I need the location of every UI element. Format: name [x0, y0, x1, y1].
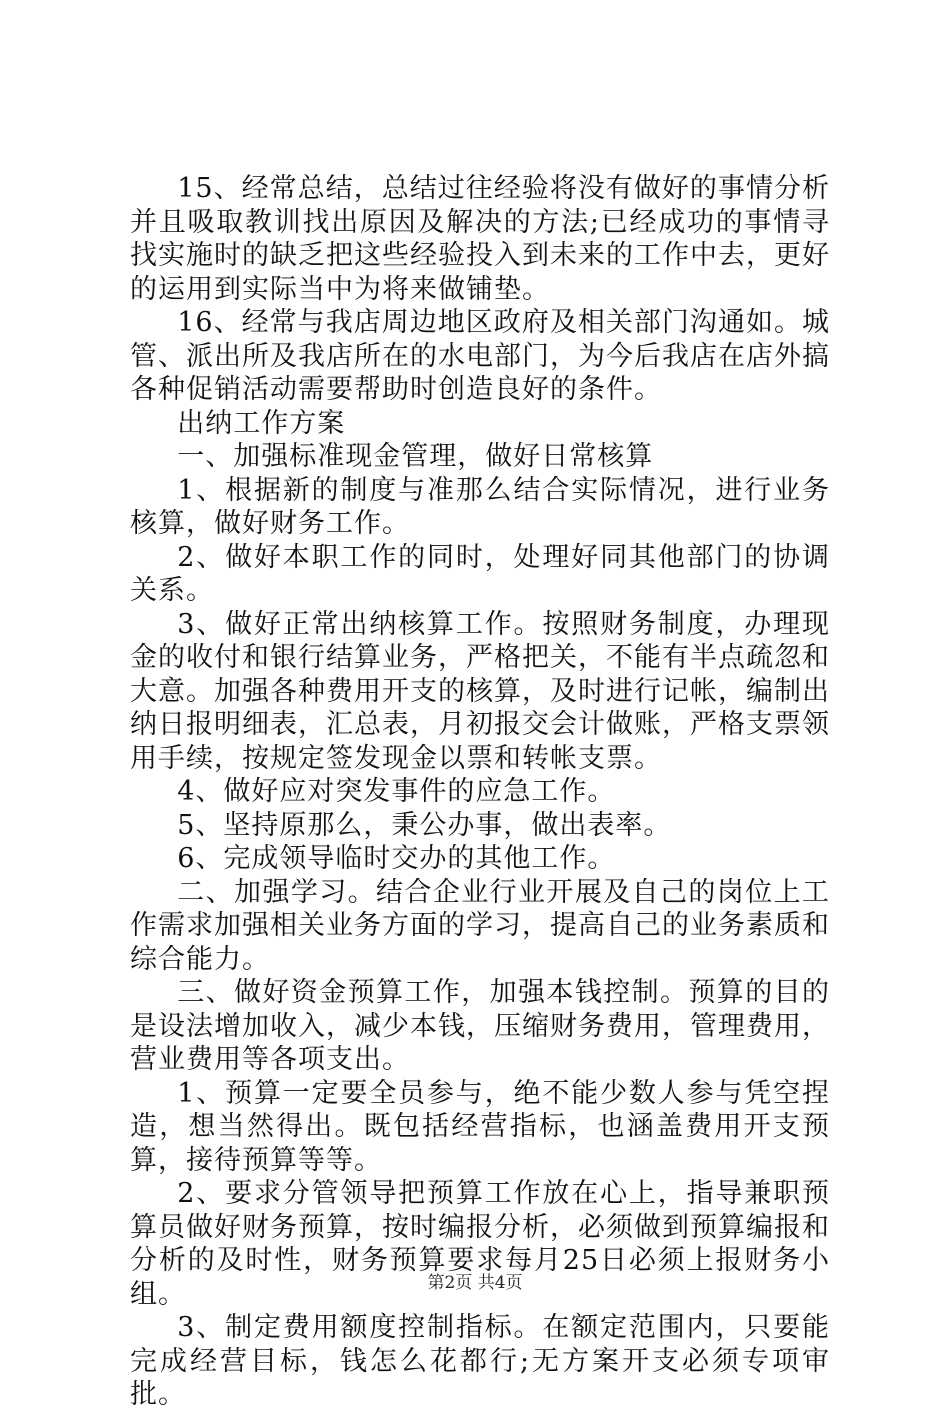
paragraph-cash-item-5: 5、坚持原那么，秉公办事，做出表率。 — [177, 809, 672, 841]
paragraph-budget-item-3: 3、制定费用额度控制指标。在额定范围内，只要能完成经营目标，钱怎么花都行;无方案开支必须专项审批。 — [130, 1312, 830, 1410]
paragraph-budget-item-1: 1、预算一定要全员参与，绝不能少数人参与凭空捏造，想当然得出。既包括经营指标，也涵盖费用开支预算，接待预算等等。 — [130, 1077, 830, 1176]
paragraph-cash-item-1: 1、根据新的制度与准那么结合实际情况，进行业务核算，做好财务工作。 — [130, 474, 830, 539]
paragraph-cash-item-4: 4、做好应对突发事件的应急工作。 — [177, 776, 616, 807]
paragraph-cash-item-6: 6、完成领导临时交办的其他工作。 — [177, 843, 616, 874]
section-heading-cash-management: 一、加强标准现金管理，做好日常核算 — [177, 441, 654, 472]
document-body — [130, 172, 830, 1412]
page-number-footer: 第2页 共4页 — [427, 1273, 523, 1293]
paragraph-budget-item-2: 2、要求分管领导把预算工作放在心上，指导兼职预算员做好财务预算，按时编报分析，必须做到预算编报和分析的及时性，财务预算要求每月25日必须上报财务小组。 — [130, 1178, 830, 1310]
paragraph-cash-item-2: 2、做好本职工作的同时，处理好同其他部门的协调关系。 — [130, 541, 830, 606]
paragraph-cash-item-3: 3、做好正常出纳核算工作。按照财务制度，办理现金的收付和银行结算业务，严格把关，不能有半点疏忽和大意。加强各种费用开支的核算，及时进行记帐，编制出纳日报明细表，汇总表，月初报交会计做账，严格支票领用手续，按规定签发现金以票和转帐支票。 — [130, 608, 830, 774]
section-title-cashier-plan: 出纳工作方案 — [177, 407, 346, 439]
paragraph-item-15-summary: 15、经常总结，总结过往经验将没有做好的事情分析并且吸取教训找出原因及解决的方法;已经成功的事情寻找实施时的缺乏把这些经验投入到未来的工作中去，更好的运用到实际当中为将来做铺垫。 — [130, 173, 830, 305]
paragraph-item-16-communication: 16、经常与我店周边地区政府及相关部门沟通如。城管、派出所及我店所在的水电部门，为今后我店在店外搞各种促销活动需要帮助时创造良好的条件。 — [130, 307, 830, 405]
section-heading-learning: 二、加强学习。结合企业行业开展及自己的岗位上工作需求加强相关业务方面的学习，提高自己的业务素质和综合能力。 — [130, 876, 830, 975]
section-heading-budget: 三、做好资金预算工作，加强本钱控制。预算的目的是设法增加收入，减少本钱，压缩财务费用，管理费用，营业费用等各项支出。 — [130, 977, 830, 1075]
